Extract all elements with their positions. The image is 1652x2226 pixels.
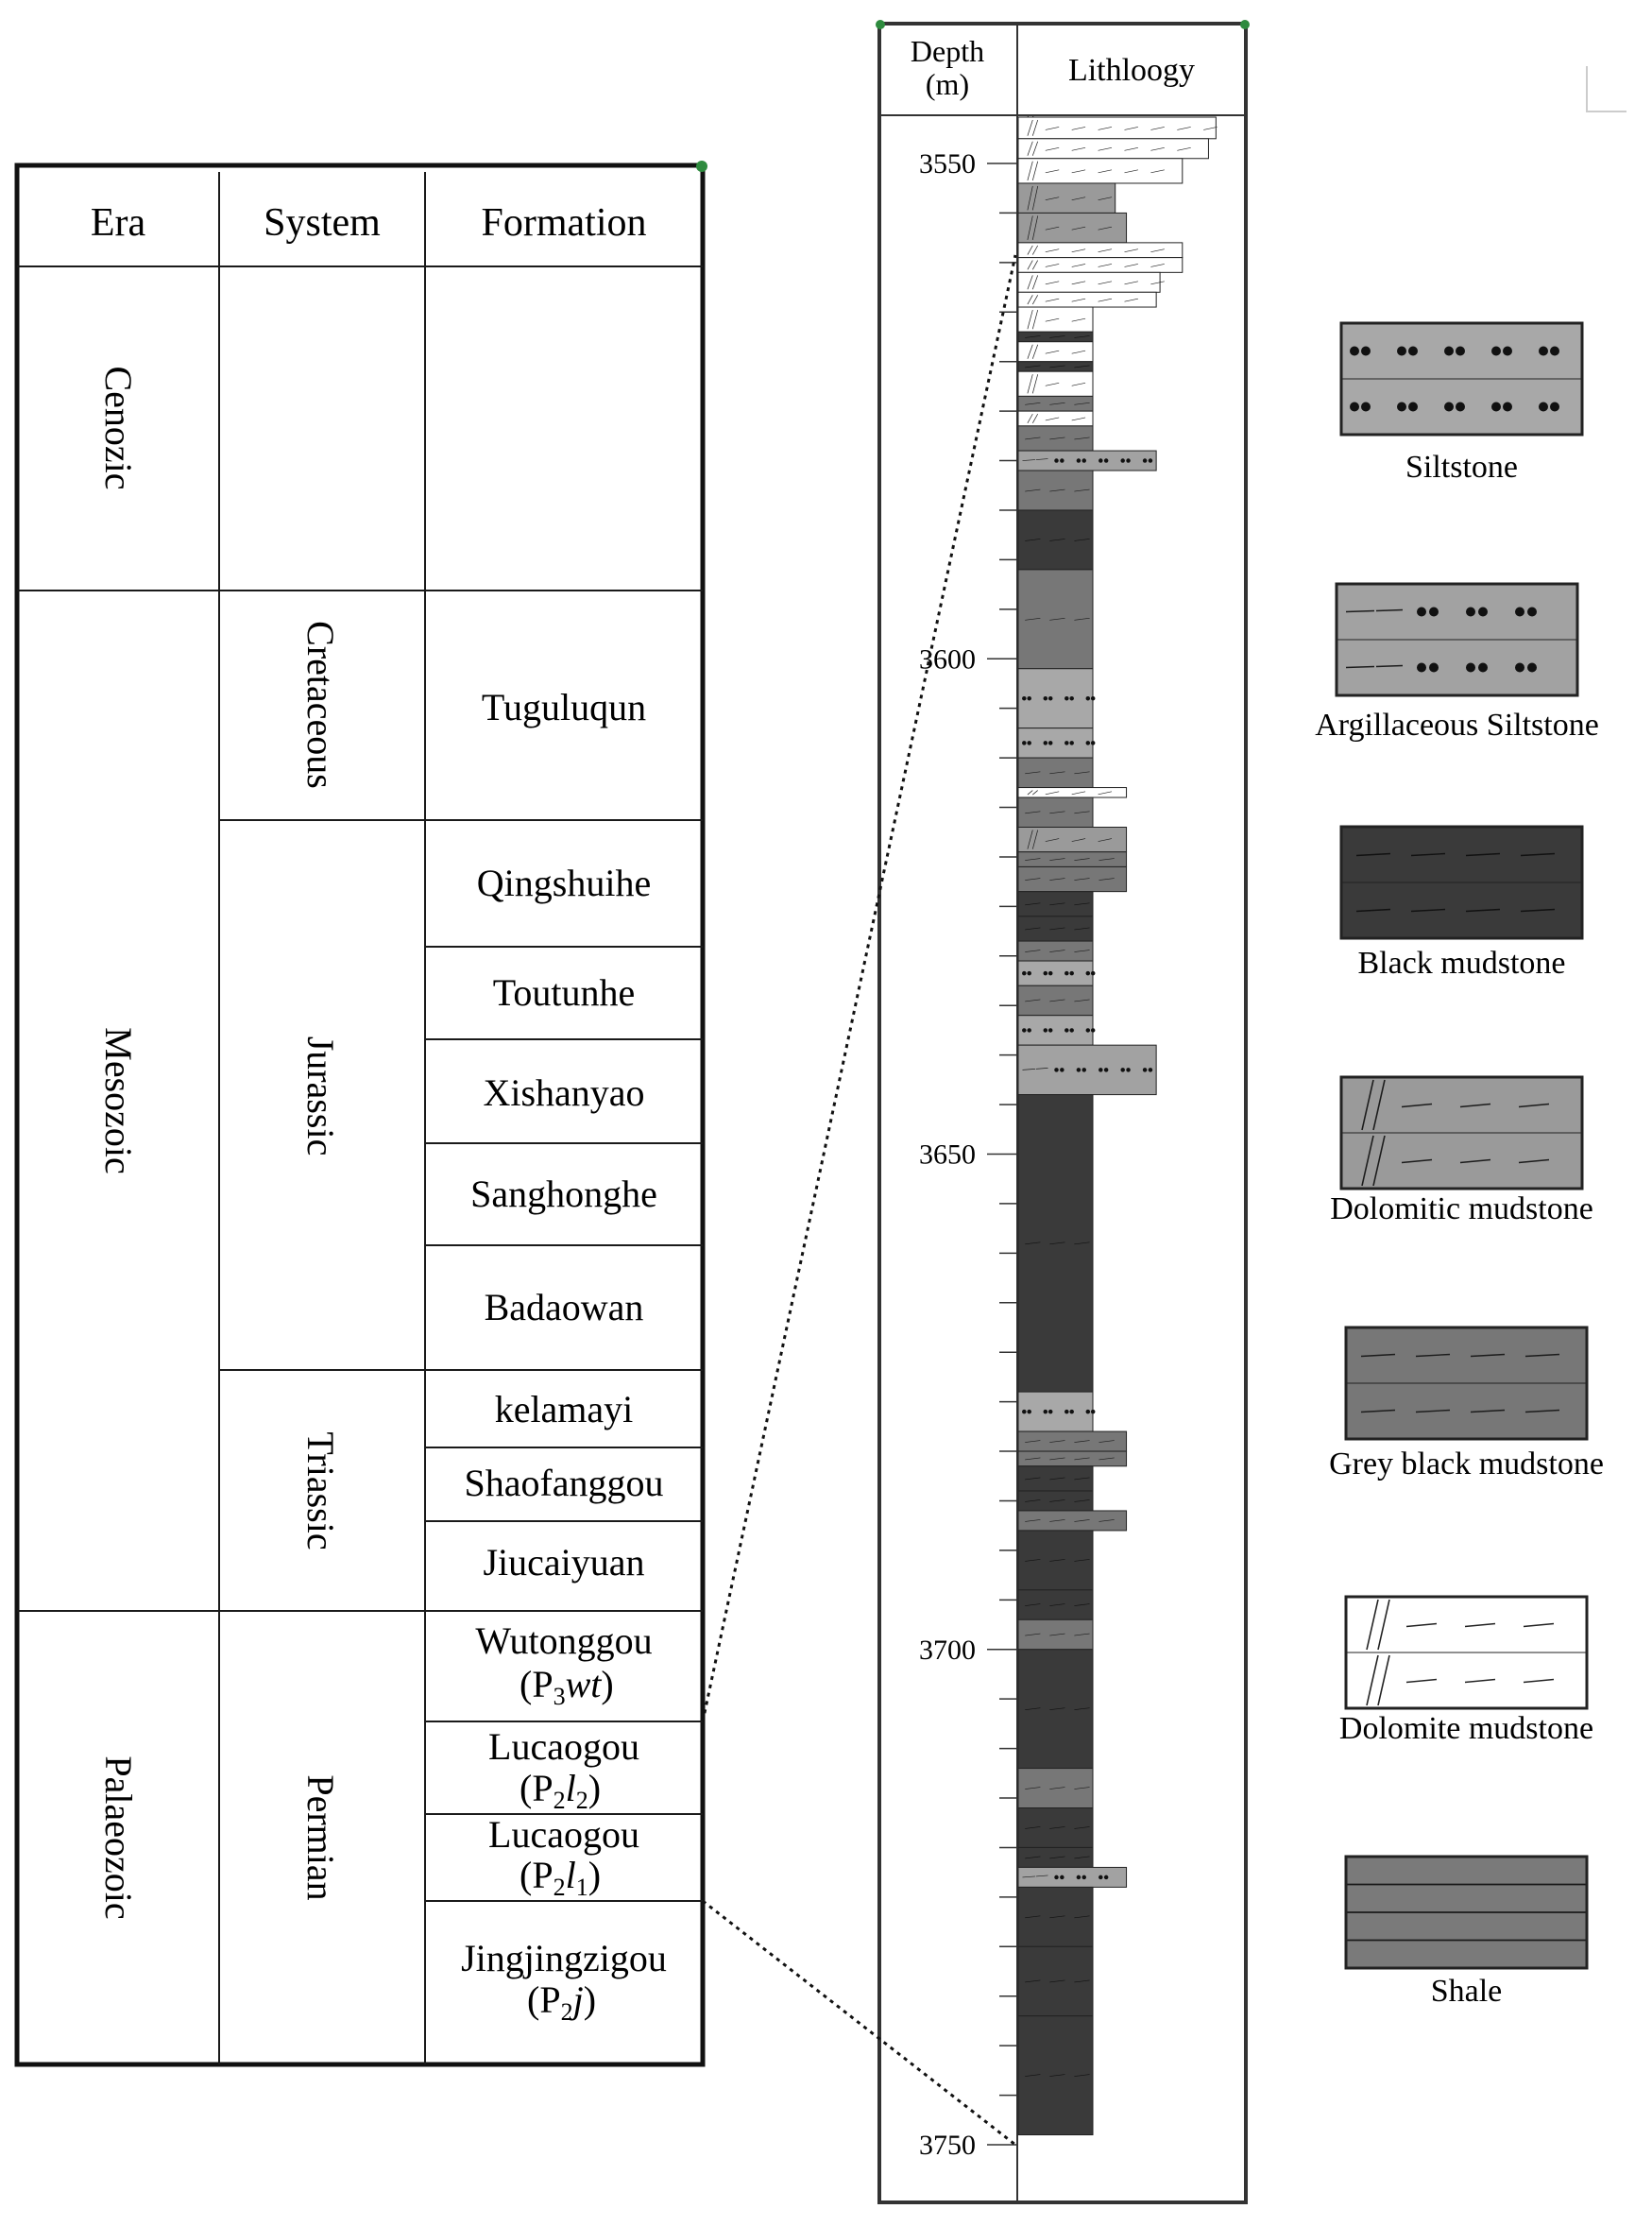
lithology-layer bbox=[1018, 159, 1183, 183]
lithology-layer bbox=[1018, 1451, 1127, 1466]
depth-label: 3650 bbox=[919, 1139, 976, 1171]
lithology-layer bbox=[1018, 827, 1127, 851]
crop-mark bbox=[1587, 66, 1626, 111]
corner-marker bbox=[696, 161, 707, 172]
lithology-layer bbox=[1018, 1887, 1093, 1946]
formation-tuguluqun: Tuguluqun bbox=[481, 686, 647, 728]
lithology-layer bbox=[1018, 1619, 1093, 1649]
formation-lucaogou-lower-code: $(P_2l_1)$ bbox=[519, 1854, 602, 1901]
stratigraphic-table bbox=[17, 161, 707, 2064]
legend-item-shale bbox=[1346, 1857, 1587, 2009]
legend-item-black bbox=[1341, 827, 1582, 981]
lithology-layer bbox=[1018, 307, 1093, 332]
log-header-depth-unit: (m) bbox=[925, 67, 970, 101]
legend-label: Black mudstone bbox=[1357, 946, 1566, 981]
correlation-line-top bbox=[703, 255, 1015, 1721]
legend-item-dolomitic bbox=[1330, 1077, 1593, 1226]
lithology-layer bbox=[1018, 139, 1208, 159]
formation-wutonggou: Wutonggou bbox=[475, 1619, 653, 1662]
depth-label: 3750 bbox=[919, 2130, 976, 2161]
legend-label: Siltstone bbox=[1405, 450, 1519, 485]
lithology-layer bbox=[1018, 1847, 1093, 1867]
lithology-layer bbox=[1018, 1431, 1127, 1451]
lithology-layer bbox=[1018, 788, 1127, 797]
lithology-layer bbox=[1018, 669, 1095, 728]
formation-jingjingzigou: Jingjingzigou bbox=[461, 1937, 667, 1979]
lithology-layer bbox=[1018, 728, 1095, 758]
corner-marker bbox=[876, 20, 885, 29]
lithology-layer bbox=[1018, 758, 1093, 787]
lithology-layer bbox=[1018, 985, 1093, 1015]
formation-jiucaiyuan: Jiucaiyuan bbox=[483, 1541, 645, 1584]
header-system: System bbox=[264, 201, 381, 245]
lithology-layer bbox=[1018, 797, 1093, 827]
lithology-layer bbox=[1018, 396, 1093, 411]
lithology-layer bbox=[1018, 1466, 1093, 1491]
formation-wutonggou-code: $(P_3wt)$ bbox=[519, 1663, 614, 1710]
formation-qingshuihe: Qingshuihe bbox=[476, 862, 652, 904]
legend-label: Shale bbox=[1430, 1974, 1503, 2009]
lithology-layer bbox=[1018, 1867, 1127, 1887]
lithology-log bbox=[876, 20, 1250, 2202]
era-mesozoic: Mesozoic bbox=[97, 1027, 140, 1174]
formation-lucaogou-upper: Lucaogou bbox=[488, 1725, 639, 1768]
lithology-layer bbox=[1018, 852, 1127, 867]
lithology-layer bbox=[1018, 411, 1093, 426]
lithology-layer bbox=[1018, 916, 1093, 941]
legend-label: Dolomite mudstone bbox=[1338, 1711, 1594, 1746]
lithology-layer bbox=[1018, 892, 1093, 916]
formation-toutunhe: Toutunhe bbox=[492, 971, 636, 1014]
legend-swatch-black bbox=[1341, 827, 1582, 938]
lithology-column bbox=[1018, 116, 1218, 2135]
era-cenozoic: Cenozic bbox=[97, 366, 140, 490]
legend-swatch-shale bbox=[1346, 1857, 1587, 1968]
lithology-layer bbox=[1018, 342, 1093, 362]
legend-swatch-siltstone bbox=[1341, 323, 1582, 435]
formation-kelamayi: kelamayi bbox=[494, 1388, 634, 1430]
log-header-depth: Depth bbox=[910, 34, 985, 68]
lithology-layer bbox=[1018, 117, 1218, 139]
lithology-layer bbox=[1018, 1531, 1093, 1590]
legend-swatch-greyblack bbox=[1346, 1327, 1587, 1439]
lithology-layer bbox=[1018, 961, 1095, 985]
formation-badaowan: Badaowan bbox=[484, 1286, 644, 1328]
lithology-layer bbox=[1018, 1946, 1093, 2015]
formation-sanghonghe: Sanghonghe bbox=[470, 1173, 657, 1215]
depth-label: 3700 bbox=[919, 1634, 976, 1666]
depth-label: 3600 bbox=[919, 643, 976, 676]
lithology-layer bbox=[1018, 362, 1093, 371]
header-era: Era bbox=[90, 201, 146, 245]
legend-item-siltstone bbox=[1341, 323, 1582, 485]
legend-swatch-argsilt bbox=[1337, 584, 1577, 695]
lithology-layer bbox=[1018, 213, 1127, 242]
legend-item-argsilt bbox=[1315, 584, 1599, 743]
lithology-layer bbox=[1018, 1808, 1093, 1848]
lithology-layer bbox=[1018, 1095, 1093, 1393]
formation-lucaogou-upper-code: $(P_2l_2)$ bbox=[519, 1767, 602, 1814]
correlation-line-bottom bbox=[703, 1901, 1015, 2145]
lithology-layer bbox=[1018, 1590, 1093, 1619]
legend-label: Dolomitic mudstone bbox=[1330, 1191, 1593, 1226]
log-header-lithology: Lithloogy bbox=[1067, 53, 1196, 88]
legend-label: Argillaceous Siltstone bbox=[1315, 708, 1599, 743]
system-cretaceous: Cretaceous bbox=[299, 621, 342, 789]
lithology-layer bbox=[1018, 1016, 1095, 1045]
lithology-layer bbox=[1018, 941, 1093, 961]
formation-lucaogou-lower: Lucaogou bbox=[488, 1813, 639, 1856]
lithology-layer bbox=[1018, 1392, 1095, 1431]
legend-item-greyblack bbox=[1329, 1327, 1604, 1481]
depth-label: 3550 bbox=[919, 148, 976, 180]
legend-swatch-dolomite bbox=[1346, 1597, 1587, 1708]
lithology-layer bbox=[1018, 371, 1093, 396]
legend-swatch-dolomitic bbox=[1341, 1077, 1582, 1189]
lithology-layer bbox=[1018, 332, 1093, 341]
lithology-layer bbox=[1018, 183, 1116, 213]
lithology-layer bbox=[1018, 866, 1127, 891]
system-permian: Permian bbox=[299, 1774, 342, 1901]
lithology-layer bbox=[1018, 292, 1156, 307]
lithology-layer bbox=[1018, 451, 1156, 471]
formation-shaofanggou: Shaofanggou bbox=[464, 1462, 664, 1504]
system-jurassic: Jurassic bbox=[299, 1036, 342, 1156]
corner-marker bbox=[1240, 20, 1250, 29]
lithology-layer bbox=[1018, 2016, 1093, 2135]
legend-label: Grey black mudstone bbox=[1329, 1447, 1604, 1481]
lithology-layer bbox=[1018, 426, 1093, 451]
lithology-layer bbox=[1018, 471, 1093, 510]
lithology-layer bbox=[1018, 510, 1093, 570]
formation-jingjingzigou-code: $(P_2j)$ bbox=[527, 1978, 597, 2026]
formation-xishanyao: Xishanyao bbox=[483, 1071, 645, 1114]
legend-item-dolomite bbox=[1339, 1597, 1593, 1746]
lithology-layer bbox=[1018, 243, 1183, 258]
lithology-layer bbox=[1018, 570, 1093, 669]
lithology-legend bbox=[1315, 323, 1604, 2009]
lithology-layer bbox=[1018, 1769, 1093, 1808]
lithology-layer bbox=[1018, 1650, 1093, 1769]
lithology-layer bbox=[1018, 272, 1165, 292]
depth-ticks bbox=[919, 148, 1017, 2161]
era-palaeozoic: Palaeozoic bbox=[97, 1755, 140, 1920]
header-formation: Formation bbox=[481, 201, 647, 245]
lithology-layer bbox=[1018, 1491, 1093, 1511]
system-triassic: Triassic bbox=[299, 1431, 342, 1550]
lithology-layer bbox=[1018, 1045, 1156, 1094]
lithology-layer bbox=[1018, 258, 1183, 273]
lithology-layer bbox=[1018, 1511, 1127, 1531]
